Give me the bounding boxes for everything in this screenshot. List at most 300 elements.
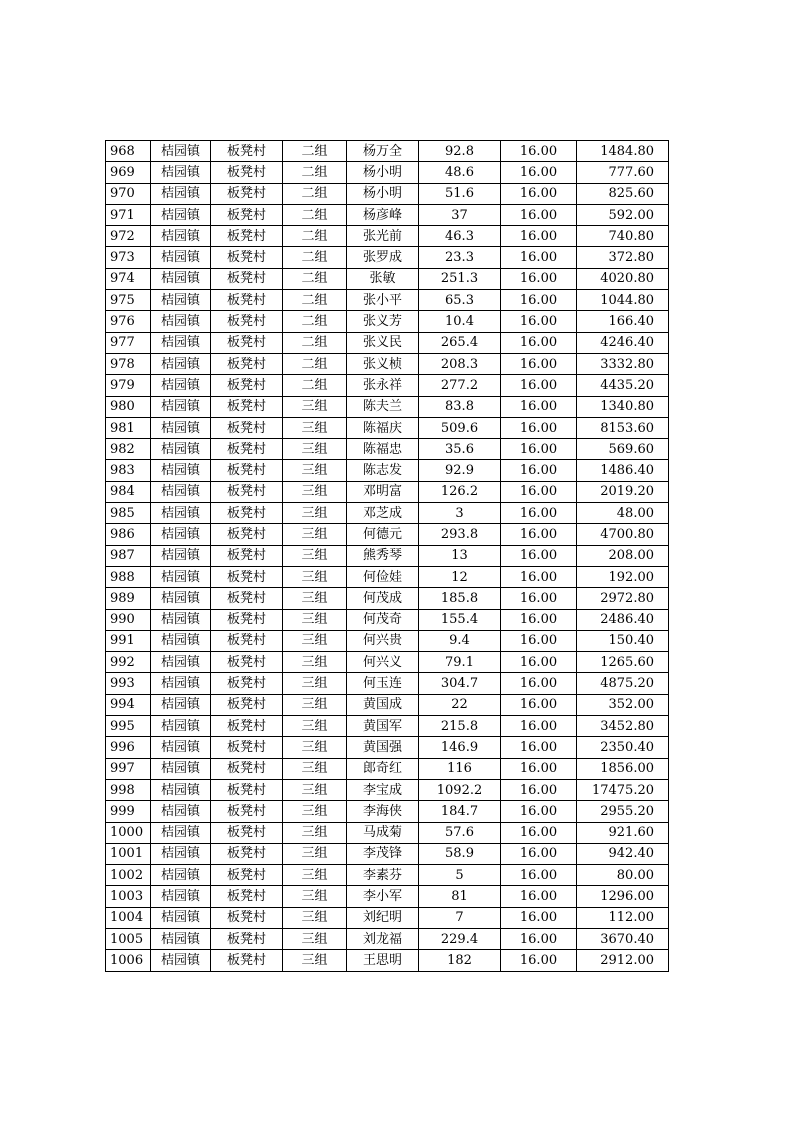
row-number-cell: 997: [106, 758, 151, 779]
table-row: [106, 503, 669, 524]
group-cell: 三组: [283, 737, 347, 758]
amount-cell: 825.60: [577, 183, 669, 204]
table-row: [106, 886, 669, 907]
table-body: [106, 141, 669, 972]
unit-rate-cell: 16.00: [501, 950, 577, 971]
village-cell: 板凳村: [211, 843, 283, 864]
name-cell: 何兴义: [347, 652, 419, 673]
name-cell: 张义桢: [347, 353, 419, 374]
group-cell: 二组: [283, 226, 347, 247]
name-cell: 何茂奇: [347, 609, 419, 630]
row-number-cell: 993: [106, 673, 151, 694]
row-number-cell: 1002: [106, 865, 151, 886]
name-cell: 邓明富: [347, 481, 419, 502]
row-number-cell: 984: [106, 481, 151, 502]
group-cell: 三组: [283, 928, 347, 949]
group-cell: 二组: [283, 353, 347, 374]
unit-rate-cell: 16.00: [501, 822, 577, 843]
area-cell: 184.7: [419, 801, 501, 822]
area-cell: 57.6: [419, 822, 501, 843]
village-cell: 板凳村: [211, 886, 283, 907]
amount-cell: 2019.20: [577, 481, 669, 502]
row-number-cell: 987: [106, 545, 151, 566]
unit-rate-cell: 16.00: [501, 439, 577, 460]
town-cell: 桔园镇: [151, 843, 211, 864]
town-cell: 桔园镇: [151, 865, 211, 886]
name-cell: 李茂锋: [347, 843, 419, 864]
unit-rate-cell: 16.00: [501, 886, 577, 907]
name-cell: 陈夫兰: [347, 396, 419, 417]
village-cell: 板凳村: [211, 545, 283, 566]
amount-cell: 8153.60: [577, 417, 669, 438]
area-cell: 51.6: [419, 183, 501, 204]
table-row: [106, 907, 669, 928]
name-cell: 陈志发: [347, 460, 419, 481]
name-cell: 李小军: [347, 886, 419, 907]
village-cell: 板凳村: [211, 779, 283, 800]
town-cell: 桔园镇: [151, 290, 211, 311]
table-row: [106, 481, 669, 502]
table-row: [106, 566, 669, 587]
table-row: [106, 247, 669, 268]
table-row: [106, 865, 669, 886]
town-cell: 桔园镇: [151, 694, 211, 715]
town-cell: 桔园镇: [151, 162, 211, 183]
table-row: [106, 545, 669, 566]
amount-cell: 48.00: [577, 503, 669, 524]
row-number-cell: 981: [106, 417, 151, 438]
table-row: [106, 460, 669, 481]
row-number-cell: 983: [106, 460, 151, 481]
village-cell: 板凳村: [211, 716, 283, 737]
village-cell: 板凳村: [211, 311, 283, 332]
area-cell: 155.4: [419, 609, 501, 630]
town-cell: 桔园镇: [151, 928, 211, 949]
area-cell: 509.6: [419, 417, 501, 438]
area-cell: 208.3: [419, 353, 501, 374]
group-cell: 三组: [283, 652, 347, 673]
group-cell: 三组: [283, 865, 347, 886]
town-cell: 桔园镇: [151, 375, 211, 396]
name-cell: 李宝成: [347, 779, 419, 800]
town-cell: 桔园镇: [151, 460, 211, 481]
village-cell: 板凳村: [211, 481, 283, 502]
village-cell: 板凳村: [211, 928, 283, 949]
unit-rate-cell: 16.00: [501, 247, 577, 268]
group-cell: 二组: [283, 247, 347, 268]
unit-rate-cell: 16.00: [501, 375, 577, 396]
row-number-cell: 1001: [106, 843, 151, 864]
area-cell: 37: [419, 204, 501, 225]
table-row: [106, 630, 669, 651]
table-row: [106, 758, 669, 779]
amount-cell: 1340.80: [577, 396, 669, 417]
village-cell: 板凳村: [211, 566, 283, 587]
town-cell: 桔园镇: [151, 758, 211, 779]
name-cell: 何德元: [347, 524, 419, 545]
area-cell: 46.3: [419, 226, 501, 247]
row-number-cell: 1000: [106, 822, 151, 843]
name-cell: 张光前: [347, 226, 419, 247]
row-number-cell: 976: [106, 311, 151, 332]
amount-cell: 2350.40: [577, 737, 669, 758]
area-cell: 116: [419, 758, 501, 779]
town-cell: 桔园镇: [151, 353, 211, 374]
town-cell: 桔园镇: [151, 311, 211, 332]
row-number-cell: 988: [106, 566, 151, 587]
row-number-cell: 980: [106, 396, 151, 417]
table-row: [106, 311, 669, 332]
group-cell: 三组: [283, 886, 347, 907]
row-number-cell: 989: [106, 588, 151, 609]
group-cell: 三组: [283, 758, 347, 779]
row-number-cell: 1005: [106, 928, 151, 949]
amount-cell: 166.40: [577, 311, 669, 332]
village-cell: 板凳村: [211, 801, 283, 822]
amount-cell: 3332.80: [577, 353, 669, 374]
amount-cell: 3670.40: [577, 928, 669, 949]
town-cell: 桔园镇: [151, 332, 211, 353]
village-cell: 板凳村: [211, 141, 283, 162]
town-cell: 桔园镇: [151, 524, 211, 545]
group-cell: 三组: [283, 779, 347, 800]
village-cell: 板凳村: [211, 204, 283, 225]
area-cell: 182: [419, 950, 501, 971]
group-cell: 二组: [283, 204, 347, 225]
row-number-cell: 982: [106, 439, 151, 460]
unit-rate-cell: 16.00: [501, 460, 577, 481]
unit-rate-cell: 16.00: [501, 524, 577, 545]
town-cell: 桔园镇: [151, 716, 211, 737]
area-cell: 304.7: [419, 673, 501, 694]
unit-rate-cell: 16.00: [501, 673, 577, 694]
area-cell: 83.8: [419, 396, 501, 417]
village-cell: 板凳村: [211, 290, 283, 311]
table-row: [106, 652, 669, 673]
group-cell: 三组: [283, 588, 347, 609]
village-cell: 板凳村: [211, 737, 283, 758]
row-number-cell: 975: [106, 290, 151, 311]
area-cell: 35.6: [419, 439, 501, 460]
village-cell: 板凳村: [211, 758, 283, 779]
amount-cell: 192.00: [577, 566, 669, 587]
unit-rate-cell: 16.00: [501, 928, 577, 949]
unit-rate-cell: 16.00: [501, 588, 577, 609]
town-cell: 桔园镇: [151, 886, 211, 907]
amount-cell: 4020.80: [577, 268, 669, 289]
group-cell: 三组: [283, 673, 347, 694]
village-cell: 板凳村: [211, 503, 283, 524]
area-cell: 265.4: [419, 332, 501, 353]
unit-rate-cell: 16.00: [501, 396, 577, 417]
unit-rate-cell: 16.00: [501, 609, 577, 630]
village-cell: 板凳村: [211, 950, 283, 971]
name-cell: 黄国成: [347, 694, 419, 715]
village-cell: 板凳村: [211, 183, 283, 204]
row-number-cell: 996: [106, 737, 151, 758]
group-cell: 二组: [283, 375, 347, 396]
row-number-cell: 986: [106, 524, 151, 545]
amount-cell: 1484.80: [577, 141, 669, 162]
unit-rate-cell: 16.00: [501, 865, 577, 886]
group-cell: 三组: [283, 417, 347, 438]
town-cell: 桔园镇: [151, 652, 211, 673]
name-cell: 王思明: [347, 950, 419, 971]
town-cell: 桔园镇: [151, 566, 211, 587]
unit-rate-cell: 16.00: [501, 545, 577, 566]
group-cell: 二组: [283, 183, 347, 204]
town-cell: 桔园镇: [151, 907, 211, 928]
amount-cell: 352.00: [577, 694, 669, 715]
table-row: [106, 375, 669, 396]
amount-cell: 2486.40: [577, 609, 669, 630]
row-number-cell: 979: [106, 375, 151, 396]
row-number-cell: 994: [106, 694, 151, 715]
name-cell: 张小平: [347, 290, 419, 311]
row-number-cell: 974: [106, 268, 151, 289]
amount-cell: 17475.20: [577, 779, 669, 800]
amount-cell: 942.40: [577, 843, 669, 864]
table-row: [106, 417, 669, 438]
amount-cell: 208.00: [577, 545, 669, 566]
village-cell: 板凳村: [211, 247, 283, 268]
amount-cell: 2972.80: [577, 588, 669, 609]
group-cell: 三组: [283, 801, 347, 822]
table-row: [106, 928, 669, 949]
name-cell: 陈福忠: [347, 439, 419, 460]
village-cell: 板凳村: [211, 353, 283, 374]
area-cell: 7: [419, 907, 501, 928]
town-cell: 桔园镇: [151, 630, 211, 651]
unit-rate-cell: 16.00: [501, 566, 577, 587]
town-cell: 桔园镇: [151, 609, 211, 630]
table-row: [106, 609, 669, 630]
area-cell: 9.4: [419, 630, 501, 651]
town-cell: 桔园镇: [151, 779, 211, 800]
name-cell: 何兴贵: [347, 630, 419, 651]
row-number-cell: 970: [106, 183, 151, 204]
name-cell: 杨小明: [347, 162, 419, 183]
table-row: [106, 141, 669, 162]
group-cell: 三组: [283, 524, 347, 545]
area-cell: 22: [419, 694, 501, 715]
row-number-cell: 971: [106, 204, 151, 225]
row-number-cell: 978: [106, 353, 151, 374]
area-cell: 10.4: [419, 311, 501, 332]
village-cell: 板凳村: [211, 162, 283, 183]
village-cell: 板凳村: [211, 630, 283, 651]
unit-rate-cell: 16.00: [501, 183, 577, 204]
table-row: [106, 226, 669, 247]
name-cell: 黄国强: [347, 737, 419, 758]
village-cell: 板凳村: [211, 417, 283, 438]
name-cell: 张义芳: [347, 311, 419, 332]
group-cell: 二组: [283, 162, 347, 183]
area-cell: 48.6: [419, 162, 501, 183]
area-cell: 251.3: [419, 268, 501, 289]
unit-rate-cell: 16.00: [501, 353, 577, 374]
name-cell: 杨万全: [347, 141, 419, 162]
name-cell: 何玉连: [347, 673, 419, 694]
name-cell: 李素芬: [347, 865, 419, 886]
village-cell: 板凳村: [211, 822, 283, 843]
group-cell: 二组: [283, 332, 347, 353]
unit-rate-cell: 16.00: [501, 226, 577, 247]
unit-rate-cell: 16.00: [501, 801, 577, 822]
village-cell: 板凳村: [211, 865, 283, 886]
village-cell: 板凳村: [211, 524, 283, 545]
amount-cell: 1486.40: [577, 460, 669, 481]
amount-cell: 1265.60: [577, 652, 669, 673]
unit-rate-cell: 16.00: [501, 758, 577, 779]
group-cell: 三组: [283, 609, 347, 630]
row-number-cell: 973: [106, 247, 151, 268]
group-cell: 三组: [283, 843, 347, 864]
table-row: [106, 716, 669, 737]
row-number-cell: 972: [106, 226, 151, 247]
town-cell: 桔园镇: [151, 439, 211, 460]
town-cell: 桔园镇: [151, 673, 211, 694]
row-number-cell: 1003: [106, 886, 151, 907]
amount-cell: 112.00: [577, 907, 669, 928]
unit-rate-cell: 16.00: [501, 332, 577, 353]
village-cell: 板凳村: [211, 460, 283, 481]
amount-cell: 4875.20: [577, 673, 669, 694]
amount-cell: 1856.00: [577, 758, 669, 779]
row-number-cell: 985: [106, 503, 151, 524]
group-cell: 二组: [283, 311, 347, 332]
table-row: [106, 737, 669, 758]
name-cell: 陈福庆: [347, 417, 419, 438]
table-row: [106, 268, 669, 289]
group-cell: 三组: [283, 503, 347, 524]
amount-cell: 2955.20: [577, 801, 669, 822]
name-cell: 刘龙福: [347, 928, 419, 949]
town-cell: 桔园镇: [151, 417, 211, 438]
row-number-cell: 977: [106, 332, 151, 353]
name-cell: 张罗成: [347, 247, 419, 268]
area-cell: 277.2: [419, 375, 501, 396]
unit-rate-cell: 16.00: [501, 481, 577, 502]
amount-cell: 150.40: [577, 630, 669, 651]
unit-rate-cell: 16.00: [501, 503, 577, 524]
town-cell: 桔园镇: [151, 247, 211, 268]
amount-cell: 4435.20: [577, 375, 669, 396]
amount-cell: 3452.80: [577, 716, 669, 737]
group-cell: 三组: [283, 460, 347, 481]
area-cell: 79.1: [419, 652, 501, 673]
table-row: [106, 673, 669, 694]
area-cell: 3: [419, 503, 501, 524]
amount-cell: 1044.80: [577, 290, 669, 311]
row-number-cell: 995: [106, 716, 151, 737]
village-cell: 板凳村: [211, 673, 283, 694]
town-cell: 桔园镇: [151, 183, 211, 204]
row-number-cell: 1004: [106, 907, 151, 928]
table-row: [106, 822, 669, 843]
group-cell: 三组: [283, 396, 347, 417]
group-cell: 二组: [283, 268, 347, 289]
unit-rate-cell: 16.00: [501, 268, 577, 289]
row-number-cell: 990: [106, 609, 151, 630]
area-cell: 215.8: [419, 716, 501, 737]
area-cell: 81: [419, 886, 501, 907]
village-cell: 板凳村: [211, 907, 283, 928]
amount-cell: 921.60: [577, 822, 669, 843]
table-row: [106, 290, 669, 311]
name-cell: 熊秀琴: [347, 545, 419, 566]
data-table: [105, 140, 669, 972]
area-cell: 65.3: [419, 290, 501, 311]
area-cell: 5: [419, 865, 501, 886]
unit-rate-cell: 16.00: [501, 843, 577, 864]
area-cell: 293.8: [419, 524, 501, 545]
amount-cell: 777.60: [577, 162, 669, 183]
town-cell: 桔园镇: [151, 396, 211, 417]
name-cell: 杨彦峰: [347, 204, 419, 225]
row-number-cell: 968: [106, 141, 151, 162]
name-cell: 郎奇红: [347, 758, 419, 779]
unit-rate-cell: 16.00: [501, 417, 577, 438]
area-cell: 58.9: [419, 843, 501, 864]
table-row: [106, 950, 669, 971]
group-cell: 三组: [283, 907, 347, 928]
area-cell: 12: [419, 566, 501, 587]
row-number-cell: 992: [106, 652, 151, 673]
town-cell: 桔园镇: [151, 268, 211, 289]
unit-rate-cell: 16.00: [501, 907, 577, 928]
table-row: [106, 162, 669, 183]
table-row: [106, 694, 669, 715]
village-cell: 板凳村: [211, 396, 283, 417]
town-cell: 桔园镇: [151, 801, 211, 822]
group-cell: 三组: [283, 566, 347, 587]
group-cell: 三组: [283, 439, 347, 460]
row-number-cell: 999: [106, 801, 151, 822]
village-cell: 板凳村: [211, 439, 283, 460]
area-cell: 1092.2: [419, 779, 501, 800]
unit-rate-cell: 16.00: [501, 311, 577, 332]
unit-rate-cell: 16.00: [501, 652, 577, 673]
village-cell: 板凳村: [211, 332, 283, 353]
group-cell: 三组: [283, 694, 347, 715]
table-row: [106, 353, 669, 374]
table-row: [106, 396, 669, 417]
area-cell: 92.9: [419, 460, 501, 481]
amount-cell: 2912.00: [577, 950, 669, 971]
village-cell: 板凳村: [211, 226, 283, 247]
group-cell: 二组: [283, 290, 347, 311]
area-cell: 185.8: [419, 588, 501, 609]
town-cell: 桔园镇: [151, 737, 211, 758]
name-cell: 张敏: [347, 268, 419, 289]
table-row: [106, 779, 669, 800]
village-cell: 板凳村: [211, 652, 283, 673]
town-cell: 桔园镇: [151, 204, 211, 225]
table-row: [106, 588, 669, 609]
name-cell: 李海侠: [347, 801, 419, 822]
town-cell: 桔园镇: [151, 141, 211, 162]
table-row: [106, 332, 669, 353]
town-cell: 桔园镇: [151, 822, 211, 843]
area-cell: 229.4: [419, 928, 501, 949]
village-cell: 板凳村: [211, 588, 283, 609]
town-cell: 桔园镇: [151, 481, 211, 502]
unit-rate-cell: 16.00: [501, 716, 577, 737]
name-cell: 刘纪明: [347, 907, 419, 928]
town-cell: 桔园镇: [151, 503, 211, 524]
row-number-cell: 991: [106, 630, 151, 651]
